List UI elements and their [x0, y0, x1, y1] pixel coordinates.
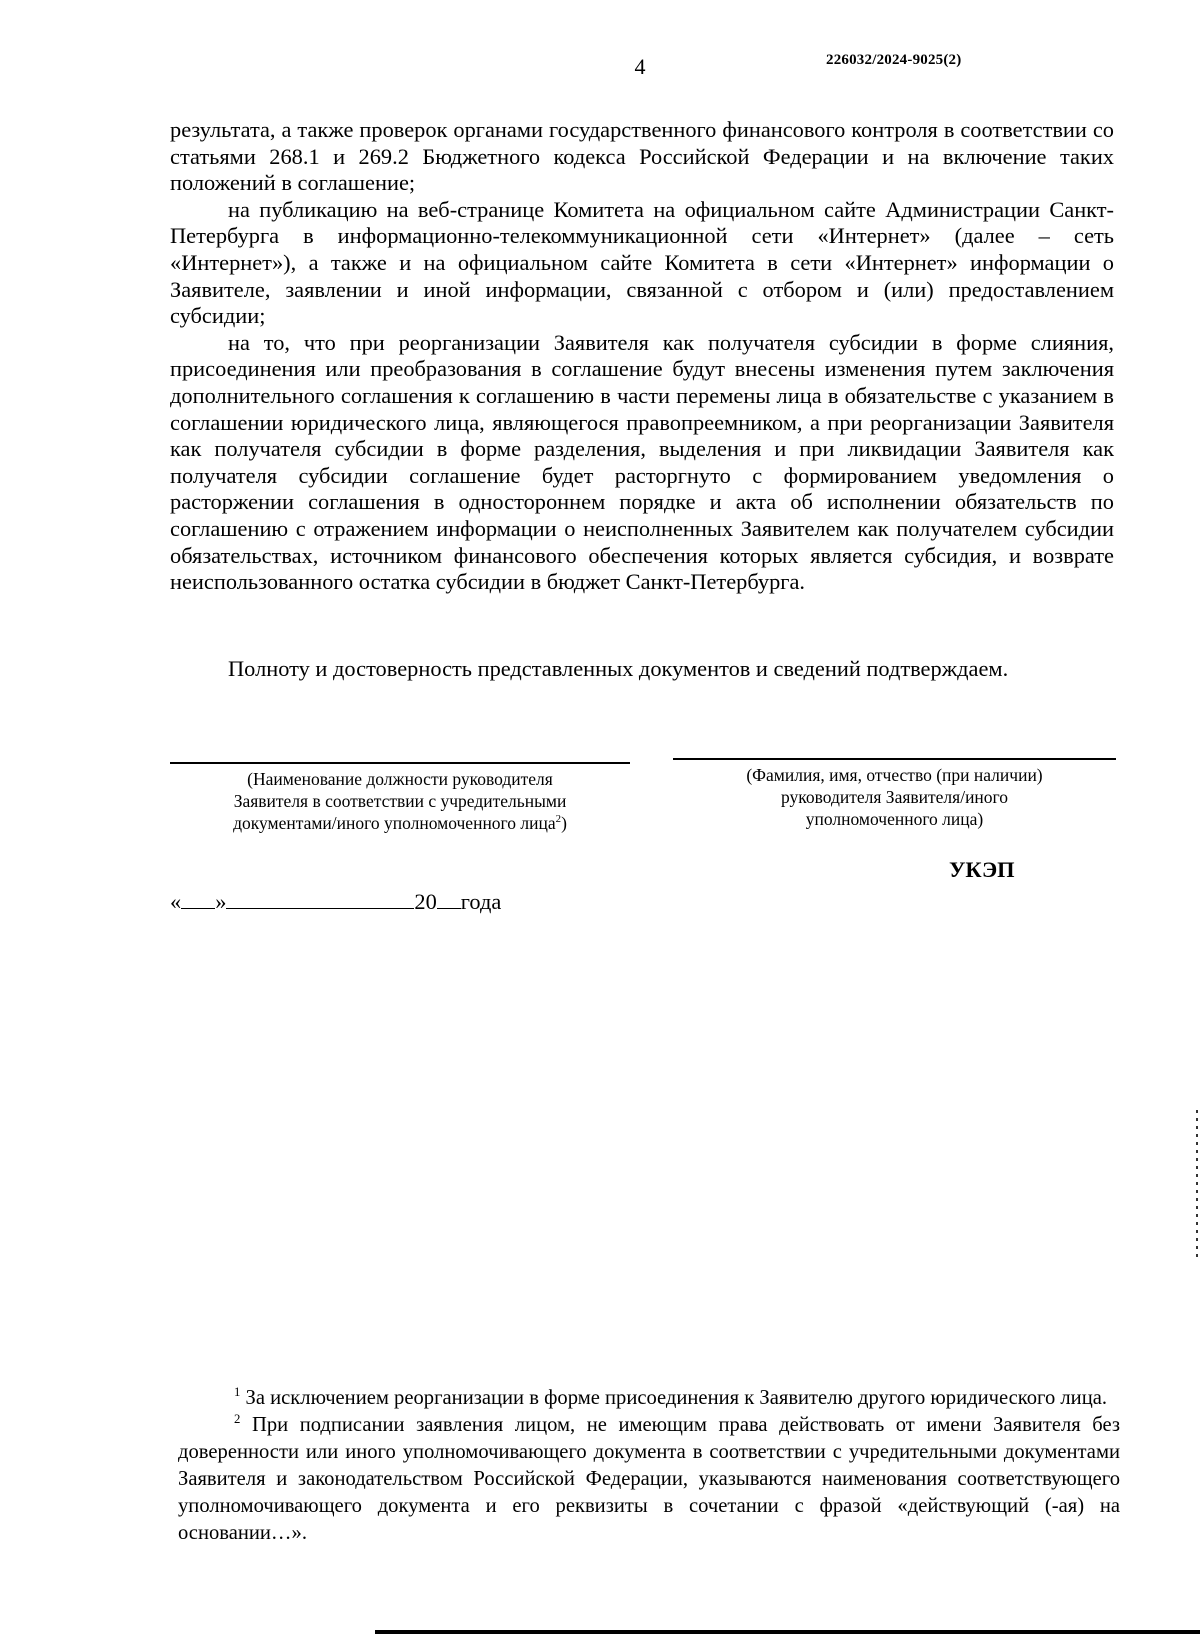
- footnote-1-marker: 1: [234, 1385, 241, 1400]
- footnote-1-text: За исключением реорганизации в форме присоединения к Заявителю другого юридического лица.: [240, 1387, 1108, 1409]
- paragraph-reorganization-consent: на то, что при реорганизации Заявителя как получателя субсидии в форме слияния, присоединения или преобразования в соглашение будут внесены изменения путем заключения дополнительного соглашения к соглашению в части перемены лица в обязательстве с указанием в соглашении юридического лица, являющегося правопреемником, а при реорганизации Заявителя как получателя субсидии в форме разделения, выделения и при ликвидации Заявителя как получателя субсидии соглашение будет расторгнуто с формированием уведомления о расторжении соглашения в одностороннем порядке и акта об исполнении обязательств по соглашению с отражением информации о неисполненных Заявителем как получателем субсидии обязательствах, источником финансового обеспечения которых является субсидия, и возврате неиспользованного остатка субсидии в бюджет Санкт-Петербурга.: [170, 329, 1114, 595]
- paragraph-publication-consent: на публикацию на веб-странице Комитета на официальном сайте Администрации Санкт-Петербурга в информационно-телекоммуникационной сети «Интернет» (далее – сеть «Интернет»), а также и на официальном сайте Комитета в сети «Интернет» информации о Заявителе, заявлении и иной информации, связанной с отбором и (или) предоставлением субсидии;: [170, 196, 1114, 329]
- footnote-2-marker: 2: [234, 1412, 241, 1427]
- day-blank: [181, 888, 215, 909]
- scan-bottom-rule: [375, 1630, 1200, 1634]
- date-open-quote: «: [170, 889, 182, 914]
- footnote-2: [178, 1412, 1120, 1547]
- date-year-word: года: [460, 889, 502, 914]
- position-caption-line-1: (Наименование должности руководителя: [247, 769, 553, 789]
- name-signature-line: [673, 758, 1116, 760]
- page-number: 4: [634, 54, 646, 79]
- document-id: 226032/2024-9025(2): [826, 52, 962, 68]
- ukep-mark: УКЭП: [949, 857, 1015, 882]
- position-caption-close: ): [561, 813, 567, 833]
- year-blank: [437, 888, 461, 909]
- date-line: [170, 888, 501, 915]
- paragraph-continuation: результата, а также проверок органами государственного финансового контроля в соответствии со статьями 268.1 и 269.2 Бюджетного кодекса Российской Федерации и на включение таких положений в соглашение;: [170, 117, 1114, 196]
- position-signature-line: [170, 762, 630, 764]
- footnote-2-text: При подписании заявления лицом, не имеющим права действовать от имени Заявителя без доверенности или иного уполномочивающего документа в соответствии с учредительными документами Заявителя и законодательством Российской Федерации, указываются наименования соответствующего уполномочивающего документа и его реквизиты в сочетании с фразой «действующий (-ая) на основании…».: [178, 1414, 1120, 1544]
- footnote-ref-2: 2: [555, 813, 562, 826]
- confirmation-statement: Полноту и достоверность представленных документов и сведений подтверждаем.: [228, 656, 1009, 681]
- scan-edge-marks: [1196, 1110, 1198, 1260]
- position-caption-line-3-text: документами/иного уполномоченного лица: [233, 813, 556, 833]
- position-caption: [170, 768, 630, 834]
- name-caption-line-1: (Фамилия, имя, отчество (при наличии): [746, 765, 1043, 785]
- name-caption-line-2: руководителя Заявителя/иного: [780, 787, 1009, 807]
- date-century: 20: [414, 889, 437, 914]
- name-caption-line-3: уполномоченного лица): [805, 809, 984, 829]
- name-caption: [673, 764, 1116, 830]
- footnote-1: [178, 1385, 1120, 1412]
- position-caption-line-2: Заявителя в соответствии с учредительными: [233, 791, 567, 811]
- body-text: [170, 117, 1114, 596]
- position-caption-line-3: [170, 812, 630, 834]
- footnotes: [178, 1385, 1120, 1547]
- month-blank: [226, 888, 414, 909]
- date-close-quote: »: [215, 889, 227, 914]
